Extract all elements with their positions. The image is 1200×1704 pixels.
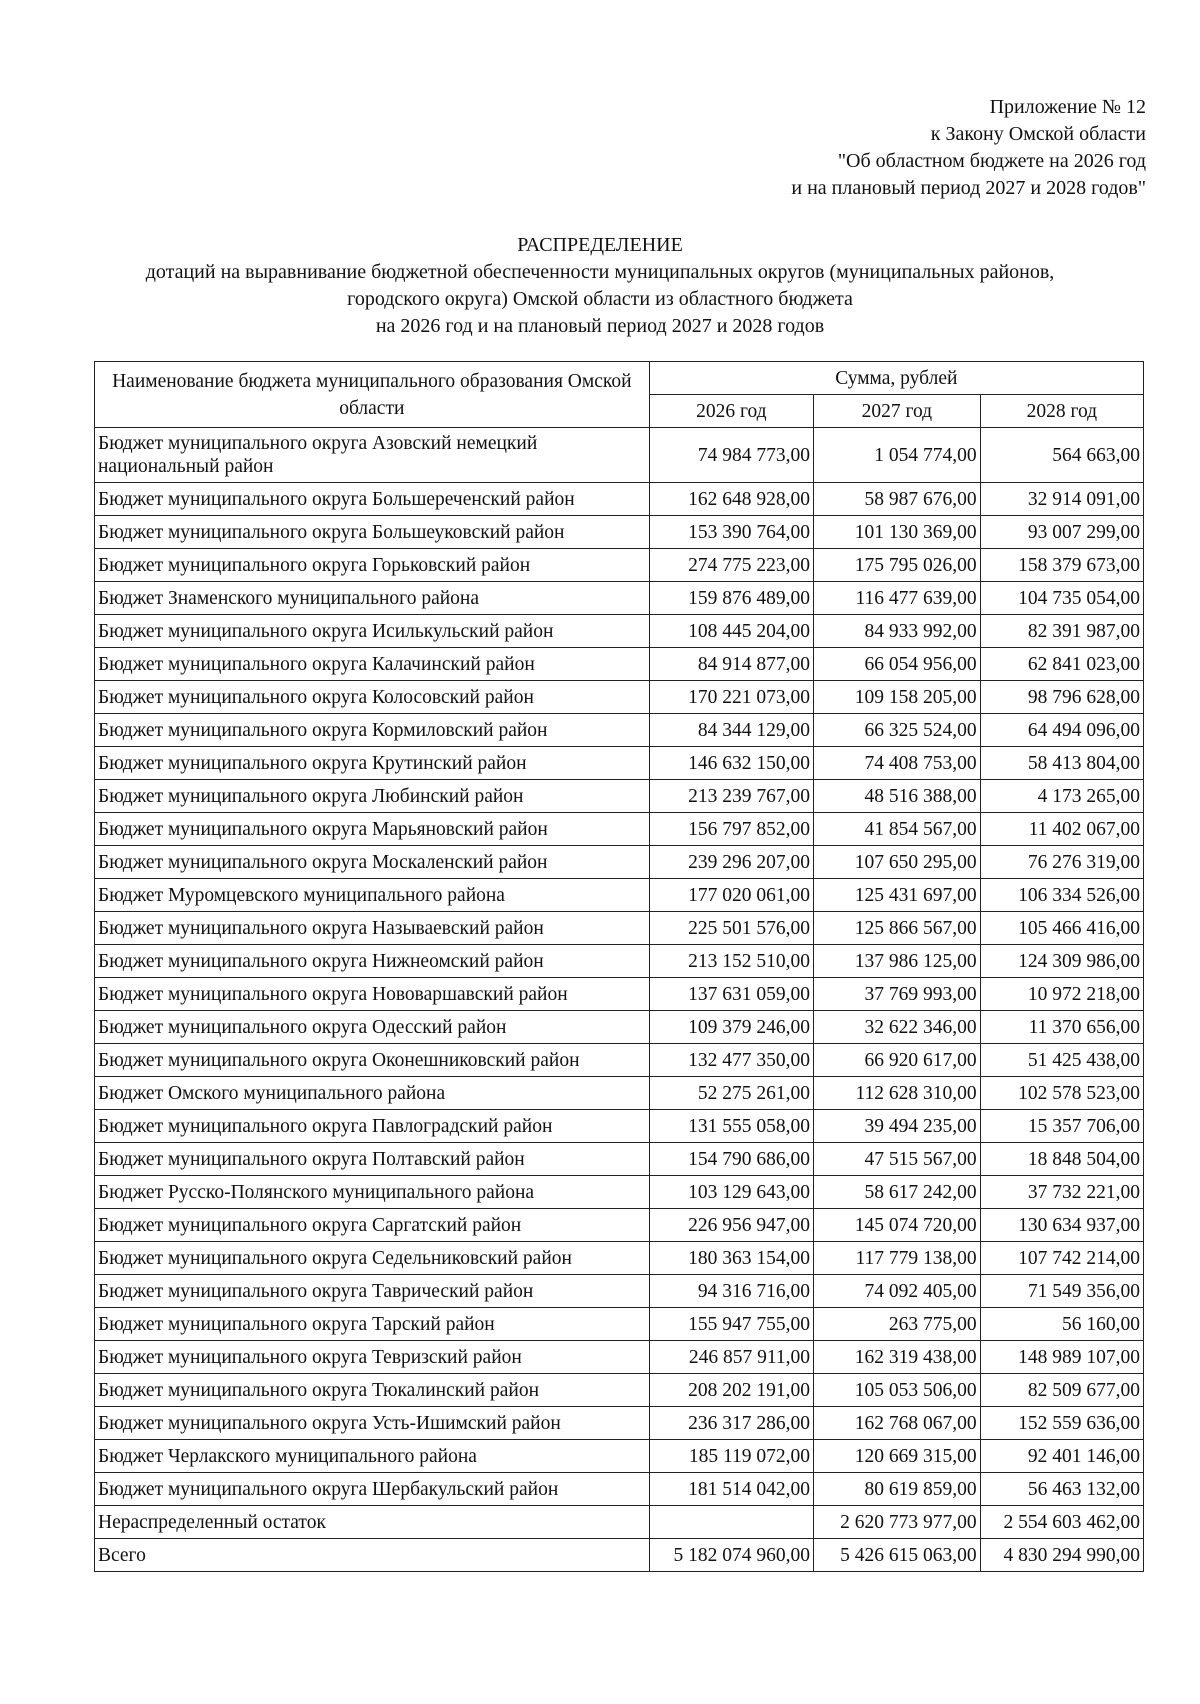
- document-subtitle-line-1: дотаций на выравнивание бюджетной обеспеченности муниципальных округов (муниципальных районов,: [145, 261, 1055, 283]
- column-header-sum: Сумма, рублей: [649, 362, 1143, 395]
- value-2026-cell: 225 501 576,00: [649, 912, 813, 945]
- name-cell: Бюджет Черлакского муниципального района: [95, 1440, 650, 1473]
- table-row: [95, 648, 1144, 681]
- name-cell: Бюджет муниципального округа Оконешниковский район: [95, 1044, 650, 1077]
- value-2026-cell: 137 631 059,00: [649, 978, 813, 1011]
- value-2028-cell: 11 370 656,00: [980, 1011, 1143, 1044]
- value-2026-cell: 274 775 223,00: [649, 549, 813, 582]
- value-2028-cell: 2 554 603 462,00: [980, 1506, 1143, 1539]
- table-row: [95, 1011, 1144, 1044]
- appendix-law-title: "Об областном бюджете на 2026 год: [837, 150, 1146, 172]
- value-2026-cell: 185 119 072,00: [649, 1440, 813, 1473]
- table-row: [95, 846, 1144, 879]
- table-row: [95, 747, 1144, 780]
- value-2027-cell: 32 622 346,00: [814, 1011, 981, 1044]
- value-2028-cell: 130 634 937,00: [980, 1209, 1143, 1242]
- name-cell: Бюджет муниципального округа Таврический район: [95, 1275, 650, 1308]
- value-2026-cell: 208 202 191,00: [649, 1374, 813, 1407]
- table-row: [95, 1440, 1144, 1473]
- appendix-law: к Закону Омской области: [930, 123, 1146, 145]
- table-row: [95, 978, 1144, 1011]
- table-row: [95, 1077, 1144, 1110]
- table-row: [95, 428, 1144, 483]
- value-2028-cell: 105 466 416,00: [980, 912, 1143, 945]
- table-row: [95, 813, 1144, 846]
- document-subtitle-line-3: на 2026 год и на плановый период 2027 и 2028 годов: [375, 315, 825, 337]
- table-row: [95, 879, 1144, 912]
- name-cell: Бюджет муниципального округа Одесский район: [95, 1011, 650, 1044]
- name-cell: Бюджет муниципального округа Марьяновский район: [95, 813, 650, 846]
- name-cell: Бюджет муниципального округа Калачинский район: [95, 648, 650, 681]
- value-2027-cell: 37 769 993,00: [814, 978, 981, 1011]
- table-row: [95, 1407, 1144, 1440]
- value-2026-cell: 153 390 764,00: [649, 516, 813, 549]
- value-2027-cell: 80 619 859,00: [814, 1473, 981, 1506]
- value-2027-cell: 39 494 235,00: [814, 1110, 981, 1143]
- value-2028-cell: 104 735 054,00: [980, 582, 1143, 615]
- value-2028-cell: 51 425 438,00: [980, 1044, 1143, 1077]
- value-2028-cell: 71 549 356,00: [980, 1275, 1143, 1308]
- value-2027-cell: 66 920 617,00: [814, 1044, 981, 1077]
- value-2027-cell: 84 933 992,00: [814, 615, 981, 648]
- table-row: [95, 549, 1144, 582]
- name-cell: Бюджет муниципального округа Полтавский район: [95, 1143, 650, 1176]
- value-2026-cell: 94 316 716,00: [649, 1275, 813, 1308]
- name-cell: Бюджет муниципального округа Москаленский район: [95, 846, 650, 879]
- value-2028-cell: 56 160,00: [980, 1308, 1143, 1341]
- value-2026-cell: 236 317 286,00: [649, 1407, 813, 1440]
- value-2026-cell: 177 020 061,00: [649, 879, 813, 912]
- value-2026-cell: 162 648 928,00: [649, 483, 813, 516]
- value-2026-cell: 156 797 852,00: [649, 813, 813, 846]
- value-2026-cell: 109 379 246,00: [649, 1011, 813, 1044]
- value-2027-cell: 58 987 676,00: [814, 483, 981, 516]
- name-cell: Бюджет Русско-Полянского муниципального района: [95, 1176, 650, 1209]
- name-cell: Всего: [95, 1539, 650, 1572]
- value-2026-cell: 226 956 947,00: [649, 1209, 813, 1242]
- value-2026-cell: 103 129 643,00: [649, 1176, 813, 1209]
- value-2026-cell: 131 555 058,00: [649, 1110, 813, 1143]
- value-2027-cell: 117 779 138,00: [814, 1242, 981, 1275]
- name-cell: Бюджет муниципального округа Тевризский район: [95, 1341, 650, 1374]
- name-cell: Бюджет муниципального округа Шербакульский район: [95, 1473, 650, 1506]
- table-row: [95, 1143, 1144, 1176]
- table-row: [95, 681, 1144, 714]
- table-row: [95, 780, 1144, 813]
- appendix-law-period: и на плановый период 2027 и 2028 годов": [791, 177, 1146, 199]
- name-cell: Бюджет Знаменского муниципального района: [95, 582, 650, 615]
- value-2026-cell: 213 239 767,00: [649, 780, 813, 813]
- value-2028-cell: 82 509 677,00: [980, 1374, 1143, 1407]
- name-cell: Нераспределенный остаток: [95, 1506, 650, 1539]
- value-2027-cell: 112 628 310,00: [814, 1077, 981, 1110]
- table-row: [95, 945, 1144, 978]
- value-2027-cell: 1 054 774,00: [814, 428, 981, 483]
- value-2028-cell: 564 663,00: [980, 428, 1143, 483]
- table-row: [95, 912, 1144, 945]
- table-row: [95, 1209, 1144, 1242]
- value-2027-cell: 137 986 125,00: [814, 945, 981, 978]
- value-2026-cell: 170 221 073,00: [649, 681, 813, 714]
- value-2028-cell: 148 989 107,00: [980, 1341, 1143, 1374]
- value-2028-cell: 102 578 523,00: [980, 1077, 1143, 1110]
- value-2027-cell: 107 650 295,00: [814, 846, 981, 879]
- value-2026-cell: 239 296 207,00: [649, 846, 813, 879]
- value-2026-cell: 180 363 154,00: [649, 1242, 813, 1275]
- value-2027-cell: 125 431 697,00: [814, 879, 981, 912]
- appendix-note: [791, 94, 1146, 202]
- table-row: [95, 516, 1144, 549]
- value-2027-cell: 47 515 567,00: [814, 1143, 981, 1176]
- name-cell: Бюджет муниципального округа Усть-Ишимский район: [95, 1407, 650, 1440]
- value-2027-cell: 5 426 615 063,00: [814, 1539, 981, 1572]
- name-cell: Бюджет муниципального округа Тарский район: [95, 1308, 650, 1341]
- column-header-name: Наименование бюджета муниципального образования Омской области: [95, 362, 650, 428]
- table-row: [95, 582, 1144, 615]
- value-2028-cell: 62 841 023,00: [980, 648, 1143, 681]
- value-2028-cell: 64 494 096,00: [980, 714, 1143, 747]
- value-2027-cell: 162 768 067,00: [814, 1407, 981, 1440]
- name-cell: Бюджет муниципального округа Колосовский район: [95, 681, 650, 714]
- value-2026-cell: 181 514 042,00: [649, 1473, 813, 1506]
- column-header-2026: 2026 год: [649, 395, 813, 428]
- value-2028-cell: 106 334 526,00: [980, 879, 1143, 912]
- value-2027-cell: 145 074 720,00: [814, 1209, 981, 1242]
- value-2026-cell: 154 790 686,00: [649, 1143, 813, 1176]
- document-subtitle-line-2: городского округа) Омской области из областного бюджета: [347, 288, 853, 310]
- value-2026-cell: 108 445 204,00: [649, 615, 813, 648]
- table-row: [95, 1539, 1144, 1572]
- value-2027-cell: 48 516 388,00: [814, 780, 981, 813]
- value-2027-cell: 66 054 956,00: [814, 648, 981, 681]
- table-row: [95, 1044, 1144, 1077]
- value-2027-cell: 120 669 315,00: [814, 1440, 981, 1473]
- value-2027-cell: 41 854 567,00: [814, 813, 981, 846]
- value-2026-cell: 84 914 877,00: [649, 648, 813, 681]
- value-2028-cell: 82 391 987,00: [980, 615, 1143, 648]
- value-2027-cell: 162 319 438,00: [814, 1341, 981, 1374]
- value-2026-cell: 52 275 261,00: [649, 1077, 813, 1110]
- value-2027-cell: 2 620 773 977,00: [814, 1506, 981, 1539]
- name-cell: Бюджет муниципального округа Седельниковский район: [95, 1242, 650, 1275]
- value-2026-cell: 213 152 510,00: [649, 945, 813, 978]
- value-2026-cell: 146 632 150,00: [649, 747, 813, 780]
- value-2026-cell: 155 947 755,00: [649, 1308, 813, 1341]
- table-row: [95, 1176, 1144, 1209]
- value-2026-cell: 159 876 489,00: [649, 582, 813, 615]
- value-2028-cell: 152 559 636,00: [980, 1407, 1143, 1440]
- value-2027-cell: 109 158 205,00: [814, 681, 981, 714]
- value-2027-cell: 175 795 026,00: [814, 549, 981, 582]
- value-2028-cell: 124 309 986,00: [980, 945, 1143, 978]
- table-row: [95, 615, 1144, 648]
- name-cell: Бюджет муниципального округа Тюкалинский район: [95, 1374, 650, 1407]
- name-cell: Бюджет муниципального округа Павлоградский район: [95, 1110, 650, 1143]
- value-2028-cell: 37 732 221,00: [980, 1176, 1143, 1209]
- value-2028-cell: 18 848 504,00: [980, 1143, 1143, 1176]
- name-cell: Бюджет Омского муниципального района: [95, 1077, 650, 1110]
- value-2028-cell: 92 401 146,00: [980, 1440, 1143, 1473]
- value-2026-cell: 84 344 129,00: [649, 714, 813, 747]
- appendix-number: Приложение № 12: [989, 96, 1146, 118]
- name-cell: Бюджет муниципального округа Большереченский район: [95, 483, 650, 516]
- table-row: [95, 1110, 1144, 1143]
- value-2028-cell: 15 357 706,00: [980, 1110, 1143, 1143]
- value-2026-cell: 132 477 350,00: [649, 1044, 813, 1077]
- table-row: [95, 1473, 1144, 1506]
- value-2028-cell: 32 914 091,00: [980, 483, 1143, 516]
- value-2028-cell: 93 007 299,00: [980, 516, 1143, 549]
- value-2028-cell: 10 972 218,00: [980, 978, 1143, 1011]
- name-cell: Бюджет муниципального округа Саргатский район: [95, 1209, 650, 1242]
- table-row: [95, 1242, 1144, 1275]
- value-2028-cell: 76 276 319,00: [980, 846, 1143, 879]
- name-cell: Бюджет муниципального округа Нижнеомский район: [95, 945, 650, 978]
- table-row: [95, 483, 1144, 516]
- table-row: [95, 714, 1144, 747]
- table-body: [95, 428, 1144, 1572]
- value-2028-cell: 107 742 214,00: [980, 1242, 1143, 1275]
- value-2026-cell: 246 857 911,00: [649, 1341, 813, 1374]
- value-2027-cell: 105 053 506,00: [814, 1374, 981, 1407]
- name-cell: Бюджет муниципального округа Называевский район: [95, 912, 650, 945]
- table-row: [95, 1374, 1144, 1407]
- name-cell: Бюджет муниципального округа Крутинский район: [95, 747, 650, 780]
- name-cell: Бюджет муниципального округа Большеуковский район: [95, 516, 650, 549]
- value-2026-cell: [649, 1506, 813, 1539]
- document-heading: [0, 232, 1200, 340]
- column-header-2027: 2027 год: [814, 395, 981, 428]
- value-2027-cell: 74 408 753,00: [814, 747, 981, 780]
- table-row: [95, 1308, 1144, 1341]
- name-cell: Бюджет Муромцевского муниципального района: [95, 879, 650, 912]
- value-2028-cell: 11 402 067,00: [980, 813, 1143, 846]
- value-2027-cell: 101 130 369,00: [814, 516, 981, 549]
- value-2026-cell: 74 984 773,00: [649, 428, 813, 483]
- table-row: [95, 1275, 1144, 1308]
- name-cell: Бюджет муниципального округа Исилькульский район: [95, 615, 650, 648]
- distribution-table: [94, 361, 1144, 1572]
- table-row: [95, 1341, 1144, 1374]
- value-2028-cell: 98 796 628,00: [980, 681, 1143, 714]
- value-2027-cell: 263 775,00: [814, 1308, 981, 1341]
- value-2028-cell: 56 463 132,00: [980, 1473, 1143, 1506]
- value-2027-cell: 66 325 524,00: [814, 714, 981, 747]
- value-2028-cell: 4 173 265,00: [980, 780, 1143, 813]
- value-2028-cell: 158 379 673,00: [980, 549, 1143, 582]
- value-2027-cell: 74 092 405,00: [814, 1275, 981, 1308]
- value-2028-cell: 58 413 804,00: [980, 747, 1143, 780]
- value-2028-cell: 4 830 294 990,00: [980, 1539, 1143, 1572]
- column-header-2028: 2028 год: [980, 395, 1143, 428]
- name-cell: Бюджет муниципального округа Кормиловский район: [95, 714, 650, 747]
- value-2027-cell: 116 477 639,00: [814, 582, 981, 615]
- document-title: РАСПРЕДЕЛЕНИЕ: [517, 234, 683, 256]
- name-cell: Бюджет муниципального округа Любинский район: [95, 780, 650, 813]
- value-2027-cell: 58 617 242,00: [814, 1176, 981, 1209]
- name-cell: Бюджет муниципального округа Азовский немецкий национальный район: [95, 428, 650, 483]
- value-2026-cell: 5 182 074 960,00: [649, 1539, 813, 1572]
- table-row: [95, 1506, 1144, 1539]
- name-cell: Бюджет муниципального округа Горьковский район: [95, 549, 650, 582]
- value-2027-cell: 125 866 567,00: [814, 912, 981, 945]
- name-cell: Бюджет муниципального округа Нововаршавский район: [95, 978, 650, 1011]
